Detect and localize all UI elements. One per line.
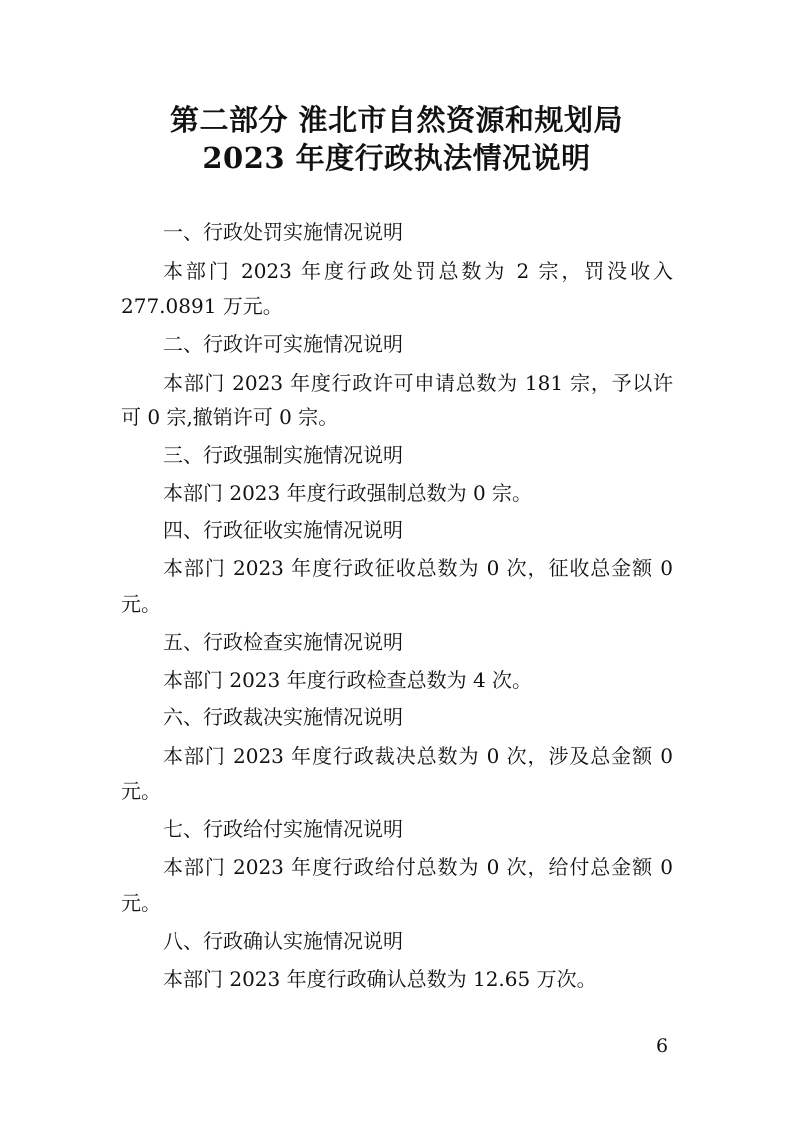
section-text-enforcement-line-1: 本部门 2023 年度行政强制总数为 0 宗。 [163, 481, 533, 505]
page-number: 6 [656, 1035, 669, 1057]
section-text-inspection-line-1: 本部门 2023 年度行政检查总数为 4 次。 [163, 668, 533, 692]
section-heading-payment: 七、行政给付实施情况说明 [163, 817, 403, 841]
section-text-penalty-line-2: 277.0891 万元。 [121, 294, 283, 318]
section-heading-permit: 二、行政许可实施情况说明 [163, 332, 403, 356]
section-heading-confirmation: 八、行政确认实施情况说明 [163, 929, 403, 953]
section-heading-levy: 四、行政征收实施情况说明 [163, 518, 403, 542]
section-heading-inspection: 五、行政检查实施情况说明 [163, 630, 403, 654]
section-text-permit-line-2: 可 0 宗,撤销许可 0 宗。 [121, 405, 339, 429]
section-text-levy-line-2: 元。 [121, 592, 161, 616]
section-text-ruling-line-2: 元。 [121, 779, 161, 803]
section-text-permit-line-1: 本部门 2023 年度行政许可申请总数为 181 宗，予以许 [163, 371, 673, 395]
section-text-levy-line-1: 本部门 2023 年度行政征收总数为 0 次，征收总金额 0 [163, 556, 673, 580]
section-text-confirmation-line-1: 本部门 2023 年度行政确认总数为 12.65 万次。 [163, 967, 597, 991]
section-text-payment-line-2: 元。 [121, 891, 161, 915]
page-title-line-1: 第二部分 淮北市自然资源和规划局 [169, 103, 624, 137]
section-heading-ruling: 六、行政裁决实施情况说明 [163, 705, 403, 729]
page-title-line-2: 2023 年度行政执法情况说明 [202, 141, 591, 175]
section-text-ruling-line-1: 本部门 2023 年度行政裁决总数为 0 次，涉及总金额 0 [163, 744, 673, 768]
section-heading-penalty: 一、行政处罚实施情况说明 [163, 220, 403, 244]
section-heading-enforcement: 三、行政强制实施情况说明 [163, 443, 403, 467]
section-text-payment-line-1: 本部门 2023 年度行政给付总数为 0 次，给付总金额 0 [163, 855, 673, 879]
section-text-penalty-line-1: 本部门 2023 年度行政处罚总数为 2 宗，罚没收入 [163, 259, 673, 283]
